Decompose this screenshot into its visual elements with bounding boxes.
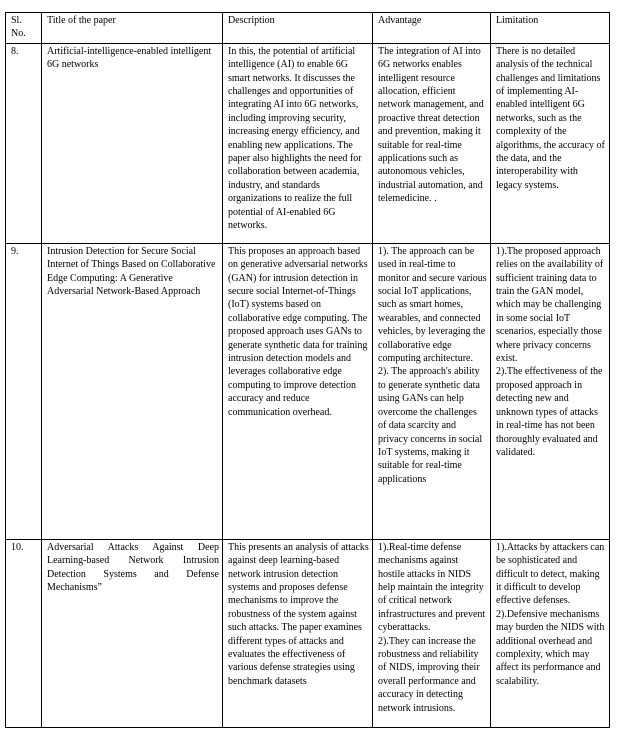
cell-description: This presents an analysis of attacks against deep learning-based network intrusion detection systems and proposes defense mechanisms to improve the robustness of the system against such attacks. The paper examines different types of attacks and evaluates the effectiveness of various defense strategies using benchmark datasets [223,539,373,727]
advantage-point-1: 1). The approach can be used in real-time to monitor and secure various social IoT applications, such as smart homes, wearables, and connected vehicles, by leveraging the collaborative edge computing architecture. [378,245,487,365]
advantage-point-2: 2). The approach's ability to generate synthetic data using GANs can help overcome the challenges of data scarcity and privacy concerns in social IoT systems, making it suitable for real-time applications [378,366,483,485]
cell-advantage: The integration of AI into 6G networks enables intelligent resource allocation, efficient network management, and proactive threat detection and prevention, making it suitable for real-time applications such as autonomous vehicles, industrial automation, and telemedicine. . [373,43,491,243]
cell-title: Intrusion Detection for Secure Social Internet of Things Based on Collaborative Edge Computing: A Generative Adversarial Network-Based Approach [42,243,223,539]
table-header-row [6,13,610,44]
cell-advantage [373,243,491,539]
cell-limitation [491,539,610,727]
header-advantage: Advantage [373,13,491,44]
header-title: Title of the paper [42,13,223,44]
cell-description: In this, the potential of artificial intelligence (AI) to enable 6G smart networks. It discusses the challenges and opportunities of integrating AI into 6G networks, including improving security, increasing energy efficiency, and enabling new applications. The paper also highlights the need for collaboration between academia, industry, and standards organizations to realize the full potential of AI-enabled 6G networks. [223,43,373,243]
cell-sl-no: 8. [6,43,42,243]
literature-review-table [5,12,610,728]
cell-limitation: There is no detailed analysis of the technical challenges and limitations of implementing AI-enabled intelligent 6G networks, such as the complexity of the algorithms, the accuracy of the data, and the interoperability with legacy systems. [491,43,610,243]
cell-advantage [373,539,491,727]
table-row [6,43,610,243]
document-page [5,12,609,728]
table-row [6,243,610,539]
table-row [6,539,610,727]
advantage-point-1: 1).Real-time defense mechanisms against hostile attacks in NIDS help maintain the integrity of critical network infrastructures and prevent cyberattacks. [378,541,486,634]
cell-title: Adversarial Attacks Against Deep Learning-based Network Intrusion Detection Systems and Defense Mechanisms” [42,539,223,727]
limitation-point-2: 2).The effectiveness of the proposed approach in detecting new and unknown types of attacks in real-time has not been thoroughly evaluated and validated. [496,366,603,458]
limitation-point-2: 2).Defensive mechanisms may burden the NIDS with additional overhead and complexity, which may affect its performance and scalability. [496,608,605,687]
header-sl-no: Sl. No. [6,13,42,44]
header-description: Description [223,13,373,44]
advantage-point-2: 2).They can increase the robustness and reliability of NIDS, improving their overall performance and accuracy in detecting network intrusions. [378,635,480,714]
cell-limitation [491,243,610,539]
cell-sl-no: 10. [6,539,42,727]
cell-description: This proposes an approach based on generative adversarial networks (GAN) for intrusion detection in secure social Internet-of-Things (IoT) systems based on collaborative edge computing. The proposed approach uses GANs to generate synthetic data for training intrusion detection models and leverages collaborative edge computing to improve detection accuracy and reduce communication overhead. [223,243,373,539]
limitation-point-1: 1).The proposed approach relies on the availability of sufficient training data to train the GAN model, which may be challenging in some social IoT scenarios, especially those where privacy concerns exist. [496,245,604,365]
cell-title: Artificial-intelligence-enabled intelligent 6G networks [42,43,223,243]
cell-sl-no: 9. [6,243,42,539]
header-limitation: Limitation [491,13,610,44]
limitation-point-1: 1).Attacks by attackers can be sophisticated and difficult to detect, making it difficult to develop effective defenses. [496,541,605,607]
